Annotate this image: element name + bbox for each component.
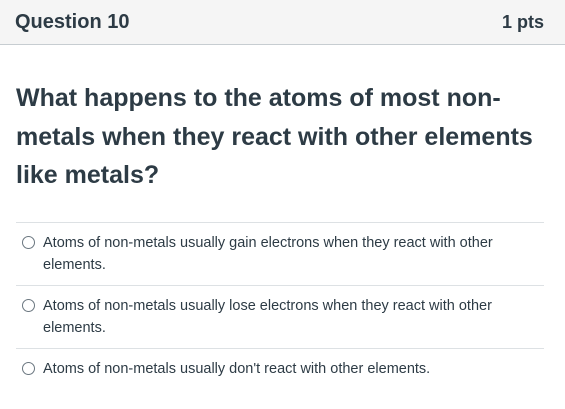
answer-list: [16, 222, 544, 388]
question-title: Question 10: [15, 10, 130, 33]
answer-label-3[interactable]: Atoms of non-metals usually don't react with other elements.: [43, 361, 431, 377]
radio-button-3[interactable]: [22, 362, 35, 375]
radio-button-1[interactable]: [22, 236, 35, 249]
answer-label-1[interactable]: Atoms of non-metals usually gain electrons when they react with other elements.: [43, 235, 493, 273]
answer-option-2[interactable]: [16, 285, 544, 348]
question-points: 1 pts: [501, 11, 544, 32]
question-text-container: [0, 0, 565, 195]
question-text: What happens to the atoms of most non-metals when they react with other elements like metals?: [16, 84, 533, 189]
answer-option-3[interactable]: [16, 348, 544, 388]
answer-option-1[interactable]: [16, 222, 544, 285]
answer-label-2[interactable]: Atoms of non-metals usually lose electrons when they react with other elements.: [43, 298, 492, 336]
radio-button-2[interactable]: [22, 299, 35, 312]
